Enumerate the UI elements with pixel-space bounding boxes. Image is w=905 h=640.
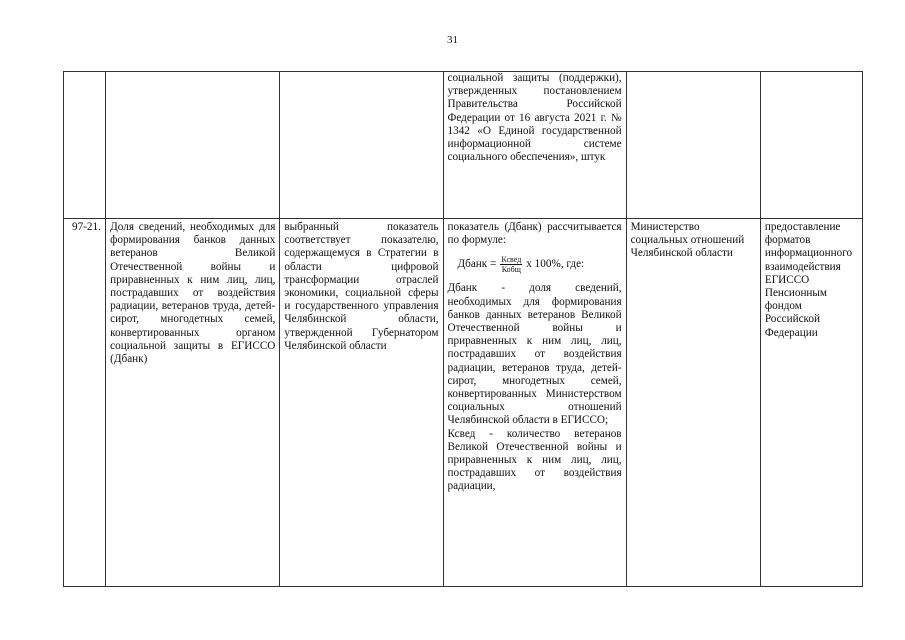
formula-numerator: Ксвед [501, 255, 522, 265]
formula-denominator: Кобщ [501, 265, 521, 275]
indicator-cell [106, 72, 280, 219]
justification-cell [280, 72, 443, 219]
responsible-cell [626, 72, 760, 219]
formula-lhs: Дбанк = [457, 258, 497, 271]
row-number: 97-21. [64, 219, 106, 587]
formula [458, 255, 622, 274]
table-row [64, 72, 863, 219]
indicator-text: Доля сведений, необходимых для формирования банков данных ветеранов Великой Отечественной войны и приравненных к ним лиц, лиц, пострадавших от воздействия радиации, ветеранов труда, детей-сирот, многодетных семей, конвертированных органом социальной защиты в ЕГИССО (Дбанк) [106, 219, 280, 587]
formula-fraction [500, 255, 522, 274]
source-text: предоставление форматов информационного взаимодействия ЕГИССО Пенсионным фондом Российской Федерации [760, 219, 862, 587]
method-definition-2: Ксвед - количество ветеранов Великой Отечественной войны и приравненных к ним лиц, лиц, пострадавших от воздействия радиации, [447, 427, 622, 493]
method-cell [443, 72, 626, 219]
page-number: 31 [447, 34, 458, 46]
method-cell [443, 219, 626, 587]
justification-text: выбранный показатель соответствует показателю, содержащемуся в Стратегии в области цифровой трансформации отраслей экономики, социальной сферы и государственного управления Челябинской области, утвержденной Губернатором Челябинской области [280, 219, 443, 587]
method-definition-1: Дбанк - доля сведений, необходимых для формирования банков данных ветеранов Великой Отечественной войны и приравненных к ним лиц, лиц, пострадавших от воздействия радиации, ветеранов труда, детей-сирот, многодетных семей, конвертированных Министерством социальных отношений Челябинской области в ЕГИССО; [447, 282, 622, 427]
method-intro: показатель (Дбанк) рассчитывается по формуле: [447, 221, 622, 247]
responsible-text: Министерство социальных отношений Челябинской области [626, 219, 760, 587]
source-cell [760, 72, 862, 219]
method-continuation-text: социальной защиты (поддержки), утвержденных постановлением Правительства Российской Федерации от 16 августа 2021 г. № 1342 «О Единой государственной информационной системе социального обеспечения», штук [447, 72, 622, 164]
number-cell [64, 72, 106, 219]
indicator-table [63, 71, 863, 587]
table-row [64, 219, 863, 587]
formula-rhs: x 100%, где: [526, 258, 585, 271]
